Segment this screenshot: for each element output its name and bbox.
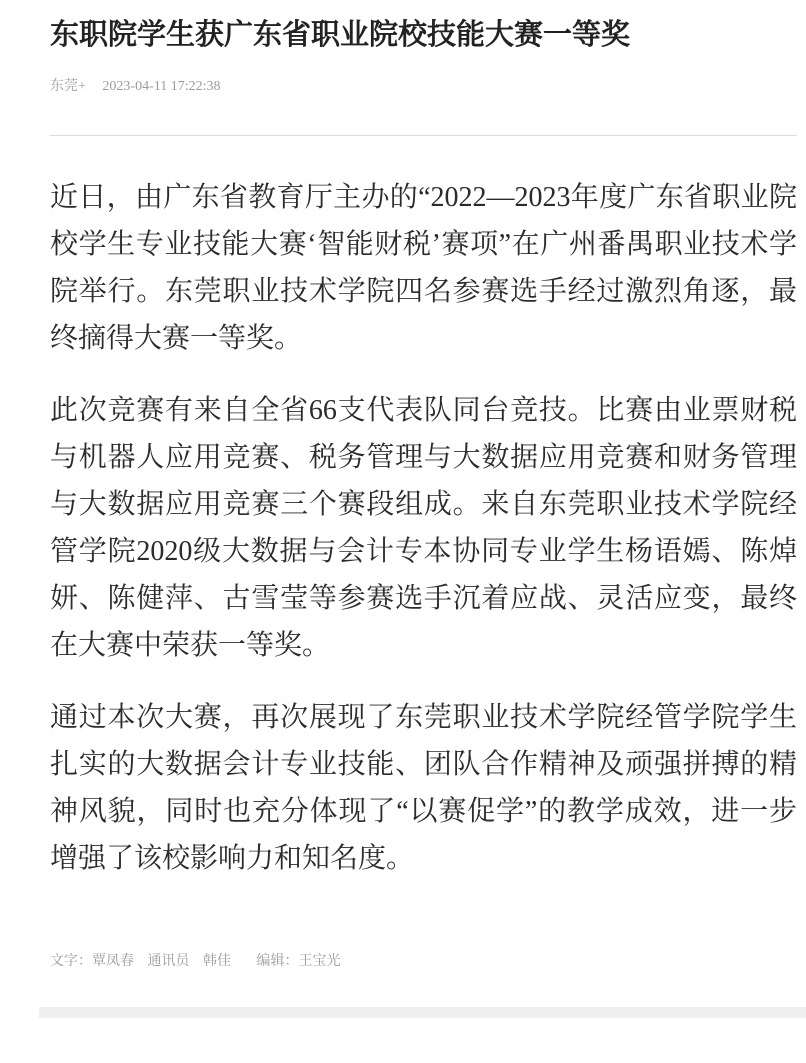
byline-correspondent-label: 通讯员 [147, 954, 190, 969]
byline-correspondent-name: 韩佳 [203, 954, 231, 969]
article-meta [50, 77, 797, 97]
byline-editor: 编辑：王宝光 [256, 954, 341, 969]
paragraph-3: 通过本次大赛，再次展现了东莞职业技术学院经管学院学生扎实的大数据会计专业技能、团队合作精神及顽强拼搏的精神风貌，同时也充分体现了“以赛促学”的教学成效，进一步增强了该校影响力和知名度。 [50, 702, 797, 874]
paragraph-2: 此次竞赛有来自全省66支代表队同台竞技。比赛由业票财税与机器人应用竞赛、税务管理与大数据应用竞赛和财务管理与大数据应用竞赛三个赛段组成。来自东莞职业技术学院经管学院2020级大数据与会计专本协同专业学生杨语嫣、陈焯妍、陈健萍、古雪莹等参赛选手沉着应战、灵活应变，最终在大赛中荣获一等奖。 [50, 395, 797, 661]
article-title: 东职院学生获广东省职业院校技能大赛一等奖 [50, 19, 631, 51]
byline-author: 文字：覃凤春 [50, 954, 134, 969]
publish-timestamp: 2023-04-11 17:22:38 [102, 79, 221, 94]
source-label: 东莞+ [50, 79, 86, 94]
paragraph-1: 近日，由广东省教育厅主办的“2022—2023年度广东省职业院校学生专业技能大赛‘智能财税’赛项”在广州番禺职业技术学院举行。东莞职业技术学院四名参赛选手经过激烈角逐，最终摘得大赛一等奖。 [50, 182, 797, 354]
bottom-band [39, 1007, 806, 1018]
byline [50, 952, 797, 972]
header-divider [50, 135, 797, 136]
article-body [50, 174, 797, 882]
